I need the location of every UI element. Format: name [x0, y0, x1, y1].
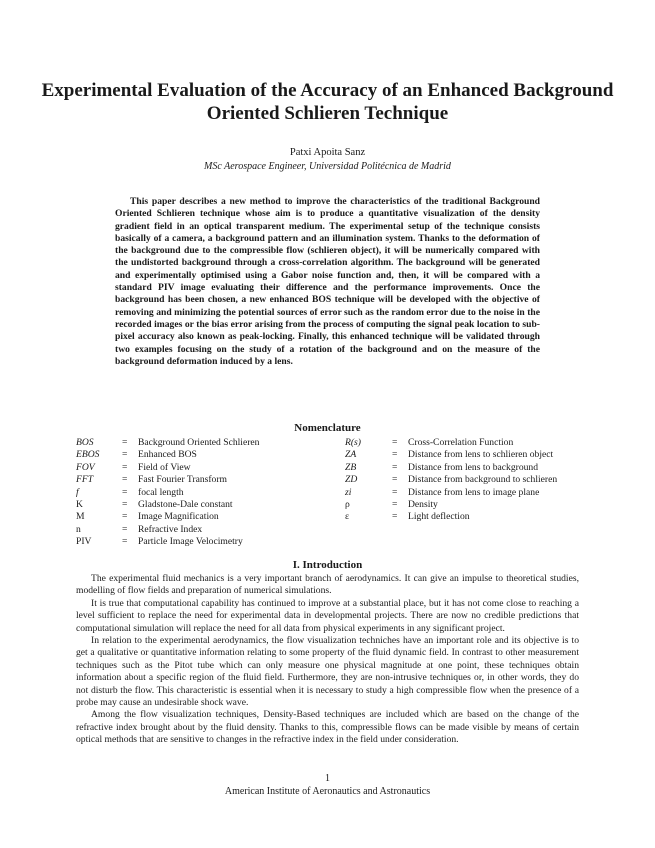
nomenclature-definition: Cross-Correlation Function	[408, 437, 514, 448]
nomenclature-equals: =	[392, 511, 398, 523]
nomenclature-symbol: ZD	[345, 474, 358, 486]
nomenclature-equals: =	[122, 523, 128, 535]
nomenclature-symbol: ZB	[345, 461, 357, 473]
body-paragraph: It is true that computational capability has continued to improve at a substantial place, but it has not come close to reaching a level sufficient to replace the need for experimental data in developmental projects. There are now no credible predictions that computational simulation will replace the need for all data from physical experiments in any significant project.	[76, 597, 579, 634]
nomenclature-definition: Distance from background to schlieren	[408, 474, 558, 486]
nomenclature-definition: Gladstone-Dale constant	[138, 498, 233, 510]
page-footer	[0, 773, 655, 798]
nomenclature-definition: Light deflection	[408, 511, 470, 523]
nomenclature-symbol: FFT	[76, 474, 94, 486]
body-paragraph: Among the flow visualization techniques, Density-Based techniques are included which are based on the change of the refractive index brought about by the fluid density. Thanks to this, compressible flows can be made visible by means of certain optical methods that are sensitive to changes in the refractive index in the field under consideration.	[76, 709, 579, 746]
nomenclature-symbol: BOS	[76, 437, 94, 448]
nomenclature-heading: Nomenclature	[294, 422, 361, 434]
nomenclature-definition: Fast Fourier Transform	[138, 474, 228, 486]
nomenclature-symbol: zi	[345, 486, 352, 498]
author-affiliation: MSc Aerospace Engineer, Universidad Politécnica de Madrid	[204, 161, 451, 172]
nomenclature-equals: =	[122, 474, 128, 486]
nomenclature-equals: =	[122, 498, 128, 510]
nomenclature-equals: =	[122, 449, 128, 461]
paper-title: Experimental Evaluation of the Accuracy of an Enhanced Background Oriented Schlieren Technique	[41, 80, 614, 124]
nomenclature-definition: Distance from lens to background	[408, 461, 539, 473]
nomenclature-definition: Distance from lens to image plane	[408, 486, 540, 498]
abstract: This paper describes a new method to improve the characteristics of the traditional Background Oriented Schlieren technique whose aim is to produce a quantitative visualization of the density gradient field in an optical transparent medium. The experimental setup of the technique consists basically of a camera, a background pattern and an illumination system. Thanks to the deformation of the background due to the compressible flow (schlieren object), it will be numerically compared with the undistorted background through a cross-correlation algorithm. The background will be generated and experimentally optimised using a Gabor noise function and, then, it will be compared with a standard PIV image evaluating their difference and the performance improvements. Once the background has been chosen, a new enhanced BOS technique will be developed with the objective of removing and minimizing the potential sources of error such as the random error due to the noise in the recorded images or the bias error arising from the process of computing the signal peak location to sub-pixel accuracy also known as peak-locking. Finally, this enhanced technique will be validated through two examples focusing on the study of a rotation of the background and on the measure of the background deformation induced by a lens.	[115, 196, 540, 367]
nomenclature-equals: =	[122, 486, 128, 498]
page-number: 1	[325, 773, 330, 784]
nomenclature-definition: Refractive Index	[138, 523, 203, 535]
nomenclature-definition: Background Oriented Schlieren	[138, 437, 260, 448]
nomenclature-definition: Density	[408, 498, 438, 510]
nomenclature-symbol: ZA	[345, 449, 357, 461]
nomenclature-equals: =	[392, 498, 398, 510]
nomenclature-symbol: M	[76, 511, 85, 523]
nomenclature-symbol: K	[76, 498, 83, 510]
nomenclature-definition: focal length	[138, 486, 184, 498]
nomenclature-symbol: n	[76, 523, 81, 535]
nomenclature-equals: =	[392, 486, 398, 498]
nomenclature-equals: =	[122, 511, 128, 523]
nomenclature-equals: =	[392, 461, 398, 473]
nomenclature-definition: Field of View	[138, 461, 191, 473]
publisher-name: American Institute of Aeronautics and Astronautics	[224, 785, 431, 797]
author-name: Patxi Apoita Sanz	[289, 147, 366, 158]
body-paragraph: The experimental fluid mechanics is a very important branch of aerodynamics. It can give an impulse to theoretical studies, modelling of flow fields and preparation of numerical simulations.	[76, 573, 579, 597]
nomenclature-definition: Particle Image Velocimetry	[138, 536, 243, 548]
introduction-body	[76, 573, 579, 747]
nomenclature-equals: =	[122, 461, 128, 473]
nomenclature-equals: =	[122, 437, 128, 448]
nomenclature-equals: =	[392, 474, 398, 486]
nomenclature-symbol: R(s)	[345, 437, 361, 448]
nomenclature-equals: =	[392, 437, 398, 448]
section-heading-introduction: I. Introduction	[292, 559, 363, 571]
nomenclature-definition: Enhanced BOS	[138, 449, 197, 461]
nomenclature-symbol: ρ	[345, 498, 350, 510]
nomenclature-definition: Image Magnification	[138, 511, 219, 523]
nomenclature-equals: =	[392, 449, 398, 461]
nomenclature-symbol: ε	[345, 511, 350, 523]
nomenclature-definition: Distance from lens to schlieren object	[408, 449, 554, 461]
nomenclature-equals: =	[122, 536, 128, 548]
body-paragraph: In relation to the experimental aerodynamics, the flow visualization techniches have an important role and its objective is to get a qualitative or quantitative information relating to some property of the fluid dynamic field. In contrast to other measurement techniques such as the Pitot tube which can only measure one physical magnitude at one point, these techniques obtain information about a specific region of the fluid field. Furthermore, they are non-intrusive techniques or, in other words, they do not disturb the flow. This characteristic is essential when it is necessary to study a high compressible flow when the presence of a probe may cause an undesirable shock wave.	[76, 635, 579, 709]
nomenclature-symbol: FOV	[76, 461, 95, 473]
nomenclature-symbol: PIV	[76, 536, 92, 548]
nomenclature-symbol: EBOS	[76, 449, 100, 461]
nomenclature-symbol: f	[76, 486, 79, 498]
